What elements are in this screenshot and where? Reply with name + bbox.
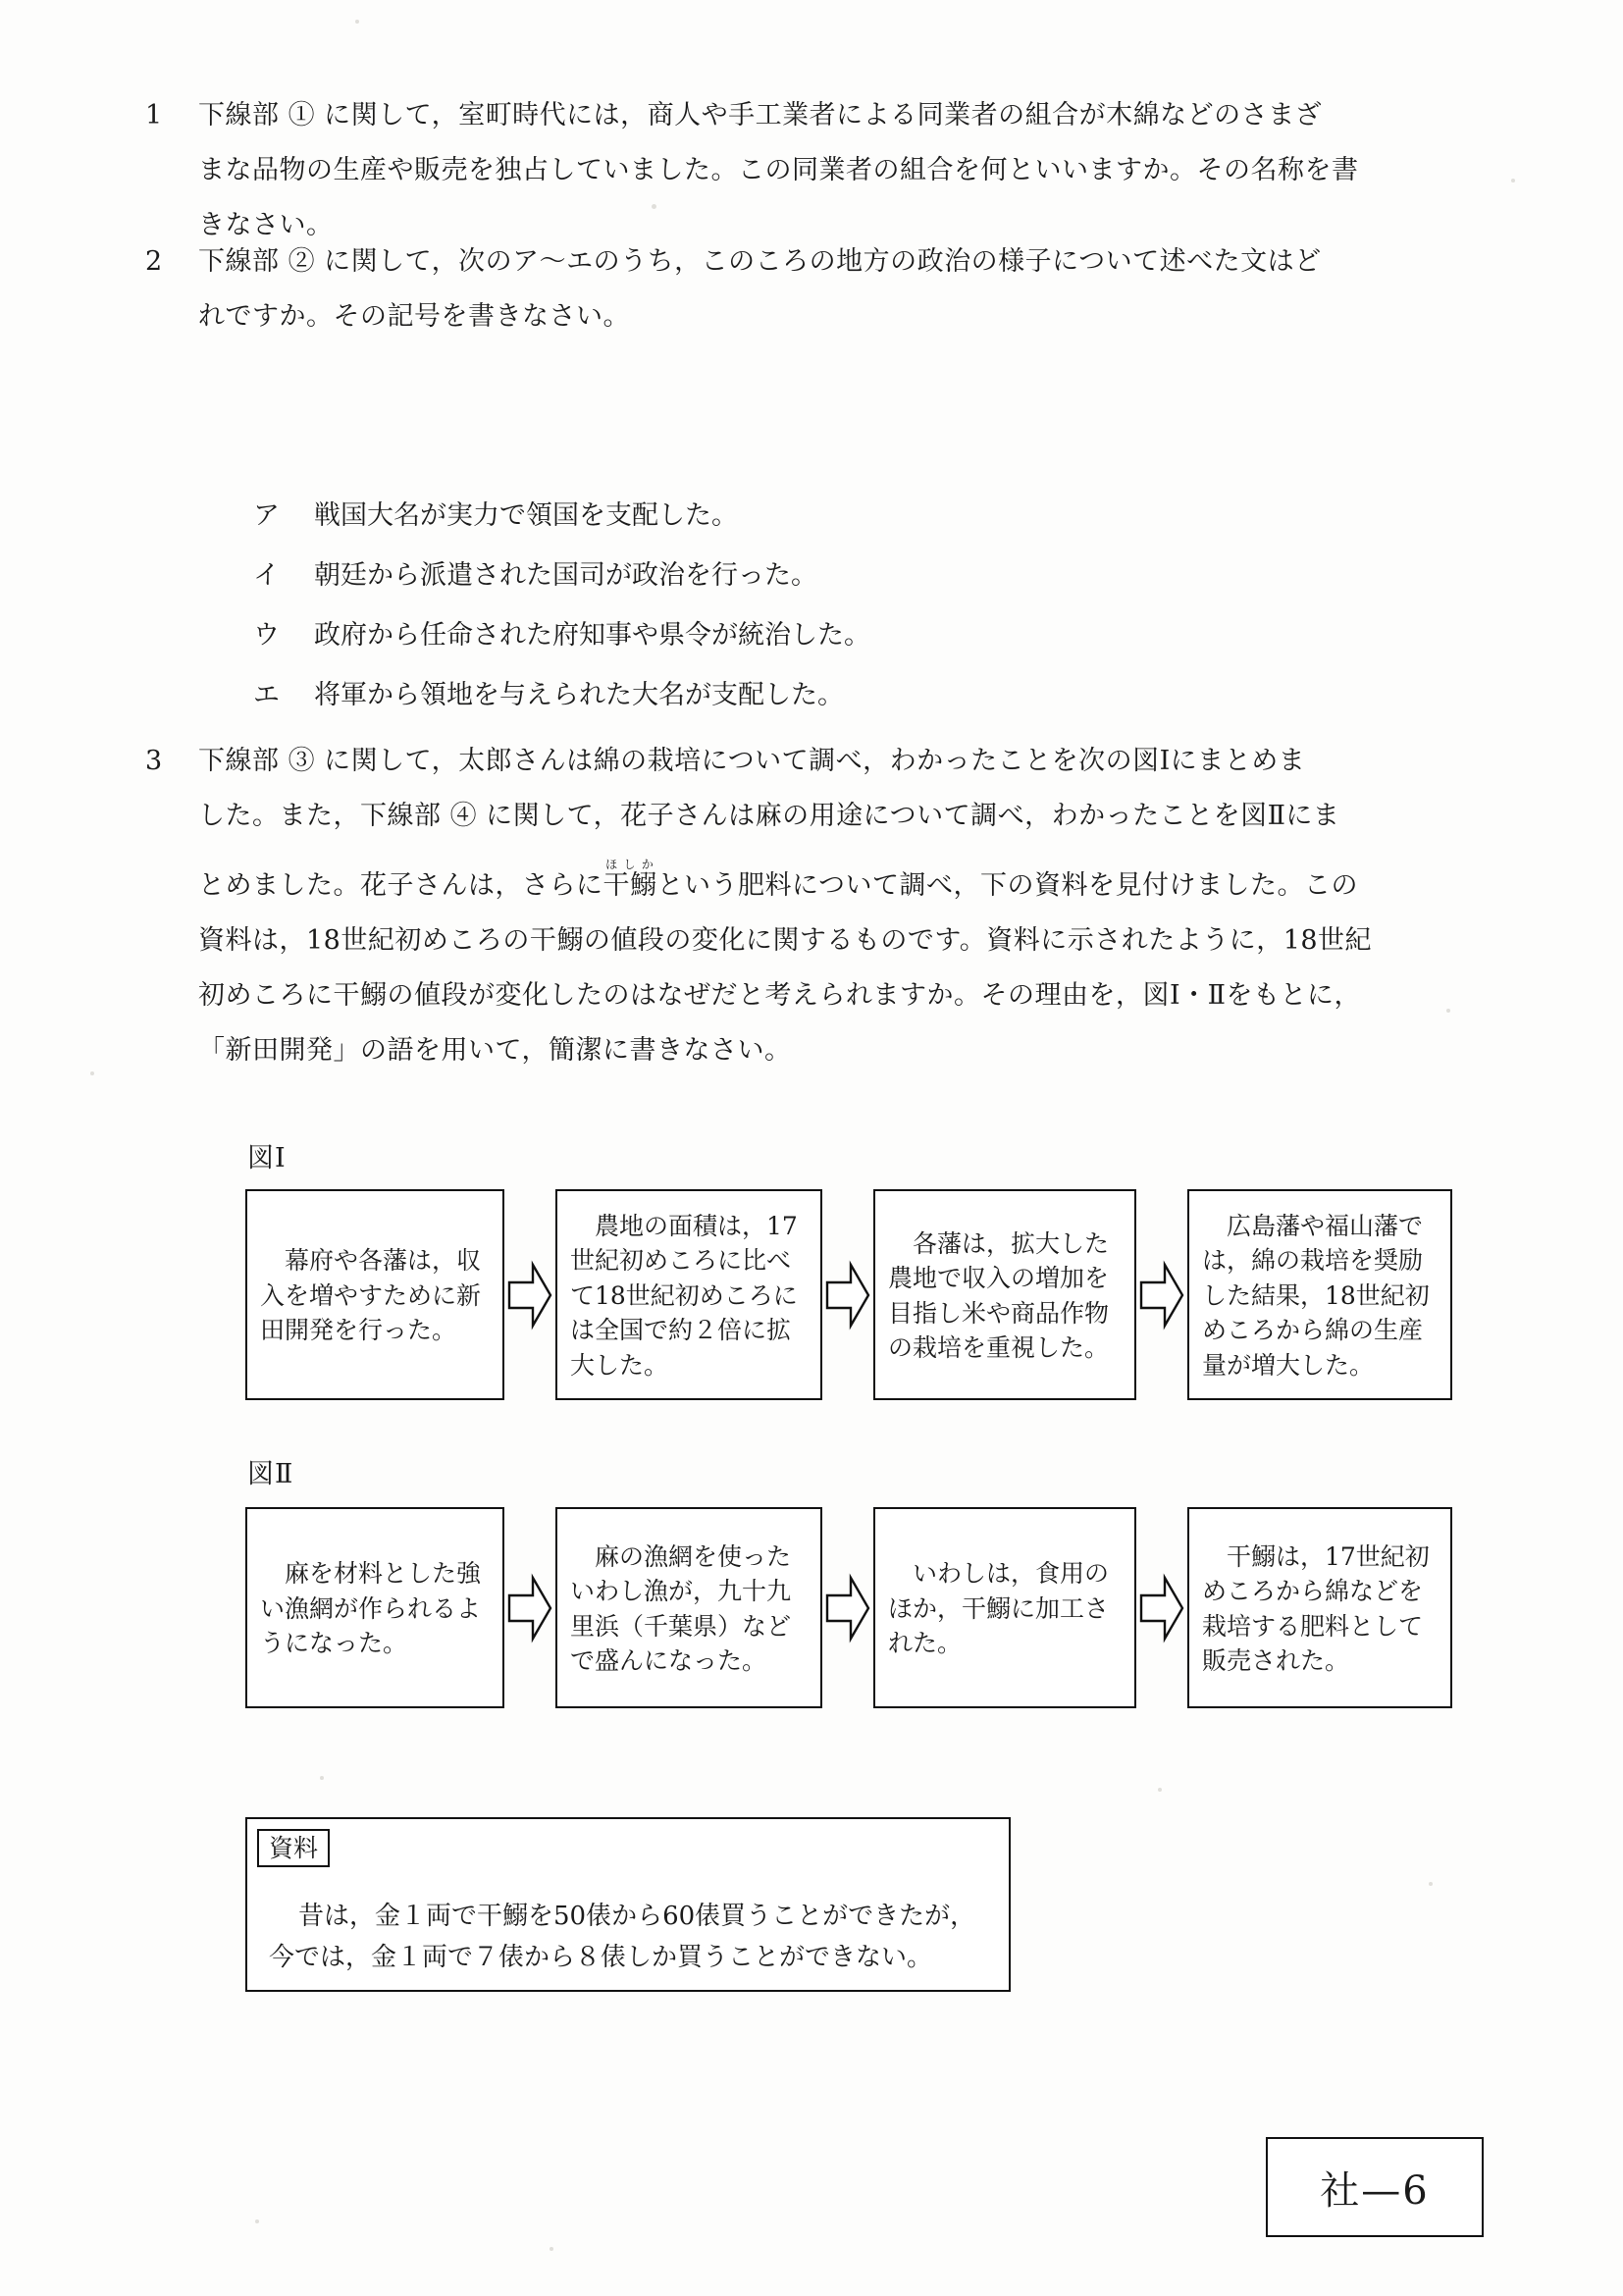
figure-1-box-1-text: 幕府や各藩は，収入を増やすために新田開発を行った。: [260, 1246, 482, 1345]
question-3-line-6: [145, 1037, 1372, 1064]
shiryo-box: [245, 1817, 1011, 1992]
question-3-text-line-2: した。また，下線部 ④ に関して，花子さんは麻の用途について調べ，わかったことを図Ⅱにま: [198, 801, 1340, 831]
scan-speck: [320, 1776, 324, 1780]
question-1-line-3: [145, 212, 1359, 238]
question-3-line-1: [145, 748, 1372, 774]
figure-2-arrow-1-icon: [504, 1507, 555, 1708]
question-1-text-line-3: きなさい。: [198, 210, 334, 240]
question-1: [145, 102, 1359, 238]
question-3-line-2: [145, 803, 1372, 829]
figure-2-box-3-text: いわしは，食用のほか，干鰯に加工された。: [888, 1559, 1110, 1658]
choice-i[interactable]: [253, 553, 870, 592]
figure-2-box-4: [1187, 1507, 1452, 1708]
question-3-text-line-5: 初めころに干鰯の値段が変化したのはなぜだと考えられますか。その理由を，図Ⅰ・Ⅱをもとに，: [198, 980, 1362, 1011]
question-3-line-5: [145, 982, 1372, 1009]
scan-speck: [90, 1071, 94, 1075]
choice-a-key: ア: [253, 500, 280, 531]
figure-1-box-3: [873, 1189, 1136, 1400]
scan-speck: [1446, 1009, 1450, 1013]
question-3-text-line-3: とめました。花子さんは，さらに干鰯ほしかという肥料について調べ，下の資料を見付けました。この: [198, 858, 1358, 901]
figure-2-label: 図Ⅱ: [247, 1459, 294, 1489]
question-2-text-line-2: れですか。その記号を書きなさい。: [198, 301, 630, 332]
question-2-choices: [253, 494, 870, 733]
figure-1-box-1: [245, 1189, 504, 1400]
scan-speck: [550, 2247, 553, 2251]
figure-1-arrow-1-icon: [504, 1189, 555, 1400]
shiryo-tag: 資料: [257, 1829, 330, 1867]
scan-speck: [1429, 1882, 1433, 1886]
shiryo-body: [247, 1819, 1009, 1998]
scan-speck: [652, 204, 656, 209]
choice-e-key: エ: [253, 680, 280, 710]
figure-2-flow: [245, 1507, 1452, 1708]
question-1-text-line-2: まな品物の生産や販売を独占していました。この同業者の組合を何といいますか。その名称を書: [198, 155, 1359, 185]
question-2-number: 2: [145, 246, 163, 277]
page-footer-mark: [1266, 2137, 1484, 2237]
scan-speck: [1511, 179, 1515, 183]
figure-2-box-1-text: 麻を材料とした強い漁網が作られるようになった。: [260, 1559, 482, 1658]
shiryo-line-1: 昔は，金１両で干鰯を50俵から60俵買うことができたが，: [298, 1902, 976, 1931]
figure-2-box-4-text: 干鰯は，17世紀初めころから綿などを栽培する肥料として販売された。: [1202, 1541, 1430, 1675]
question-2-line-2: [145, 303, 1322, 330]
figure-2-arrow-3-icon: [1136, 1507, 1187, 1708]
choice-e[interactable]: [253, 673, 870, 711]
question-1-text-line-1: 下線部 ① に関して，室町時代には，商人や手工業者による同業者の組合が木綿などのさまざ: [198, 100, 1323, 130]
figure-1-box-4: [1187, 1189, 1452, 1400]
shiryo-line-2: 今では，金１両で７俵から８俵しか買うことができない。: [269, 1943, 933, 1973]
figure-1-box-2: [555, 1189, 822, 1400]
question-1-line-1: [145, 102, 1359, 129]
choice-u-key: ウ: [253, 620, 280, 651]
question-3-text-line-4: 資料は，18世紀初めころの干鰯の値段の変化に関するものです。資料に示されたように，18世紀: [198, 925, 1373, 956]
figure-1-arrow-2-icon: [822, 1189, 873, 1400]
question-3-line-4: [145, 927, 1372, 954]
choice-i-text: 朝廷から派遣された国司が政治を行った。: [314, 560, 817, 591]
figure-1-box-2-text: 農地の面積は，17世紀初めころに比べて18世紀初めころには全国で約２倍に拡大した。: [570, 1211, 798, 1380]
figure-1-arrow-3-icon: [1136, 1189, 1187, 1400]
choice-e-text: 将軍から領地を与えられた大名が支配した。: [314, 680, 844, 710]
question-1-number: 1: [145, 100, 163, 130]
figure-2-arrow-2-icon: [822, 1507, 873, 1708]
choice-u[interactable]: [253, 613, 870, 652]
scan-speck: [355, 20, 359, 24]
page-footer-mark-text: 社—6: [1320, 2167, 1430, 2214]
figure-1-flow: [245, 1189, 1452, 1400]
question-3: [145, 748, 1372, 1064]
figure-1-label: 図Ⅰ: [247, 1143, 287, 1174]
choice-a[interactable]: [253, 494, 870, 532]
scan-speck: [1158, 1788, 1162, 1792]
figure-2-box-2-text: 麻の漁網を使ったいわし漁が，九十九里浜（千葉県）などで盛んになった。: [570, 1541, 792, 1675]
choice-i-key: イ: [253, 560, 280, 591]
question-2-line-1: [145, 248, 1322, 275]
question-3-line-3: [145, 858, 1372, 899]
ruby-hoshika: 干鰯ほしか: [602, 858, 657, 901]
question-3-text-line-6: 「新田開発」の語を用いて，簡潔に書きなさい。: [198, 1035, 792, 1066]
question-2: [145, 248, 1322, 330]
scan-speck: [255, 2219, 259, 2223]
choice-u-text: 政府から任命された府知事や県令が統治した。: [314, 620, 870, 651]
figure-2-box-2: [555, 1507, 822, 1708]
figure-1-box-3-text: 各藩は，拡大した農地で収入の増加を目指し米や商品作物の栽培を重視した。: [888, 1228, 1110, 1362]
figure-2-box-1: [245, 1507, 504, 1708]
choice-a-text: 戦国大名が実力で領国を支配した。: [314, 500, 738, 531]
figure-1-box-4-text: 広島藩や福山藩では，綿の栽培を奨励した結果，18世紀初めころから綿の生産量が増大した。: [1202, 1211, 1430, 1380]
figure-2-box-3: [873, 1507, 1136, 1708]
question-1-line-2: [145, 157, 1359, 183]
question-2-text-line-1: 下線部 ② に関して，次のア～エのうち，このころの地方の政治の様子について述べた文はど: [198, 246, 1322, 277]
question-3-text-line-1: 下線部 ③ に関して，太郎さんは綿の栽培について調べ，わかったことを次の図Ⅰにまとめま: [198, 746, 1306, 776]
question-3-number: 3: [145, 746, 163, 776]
